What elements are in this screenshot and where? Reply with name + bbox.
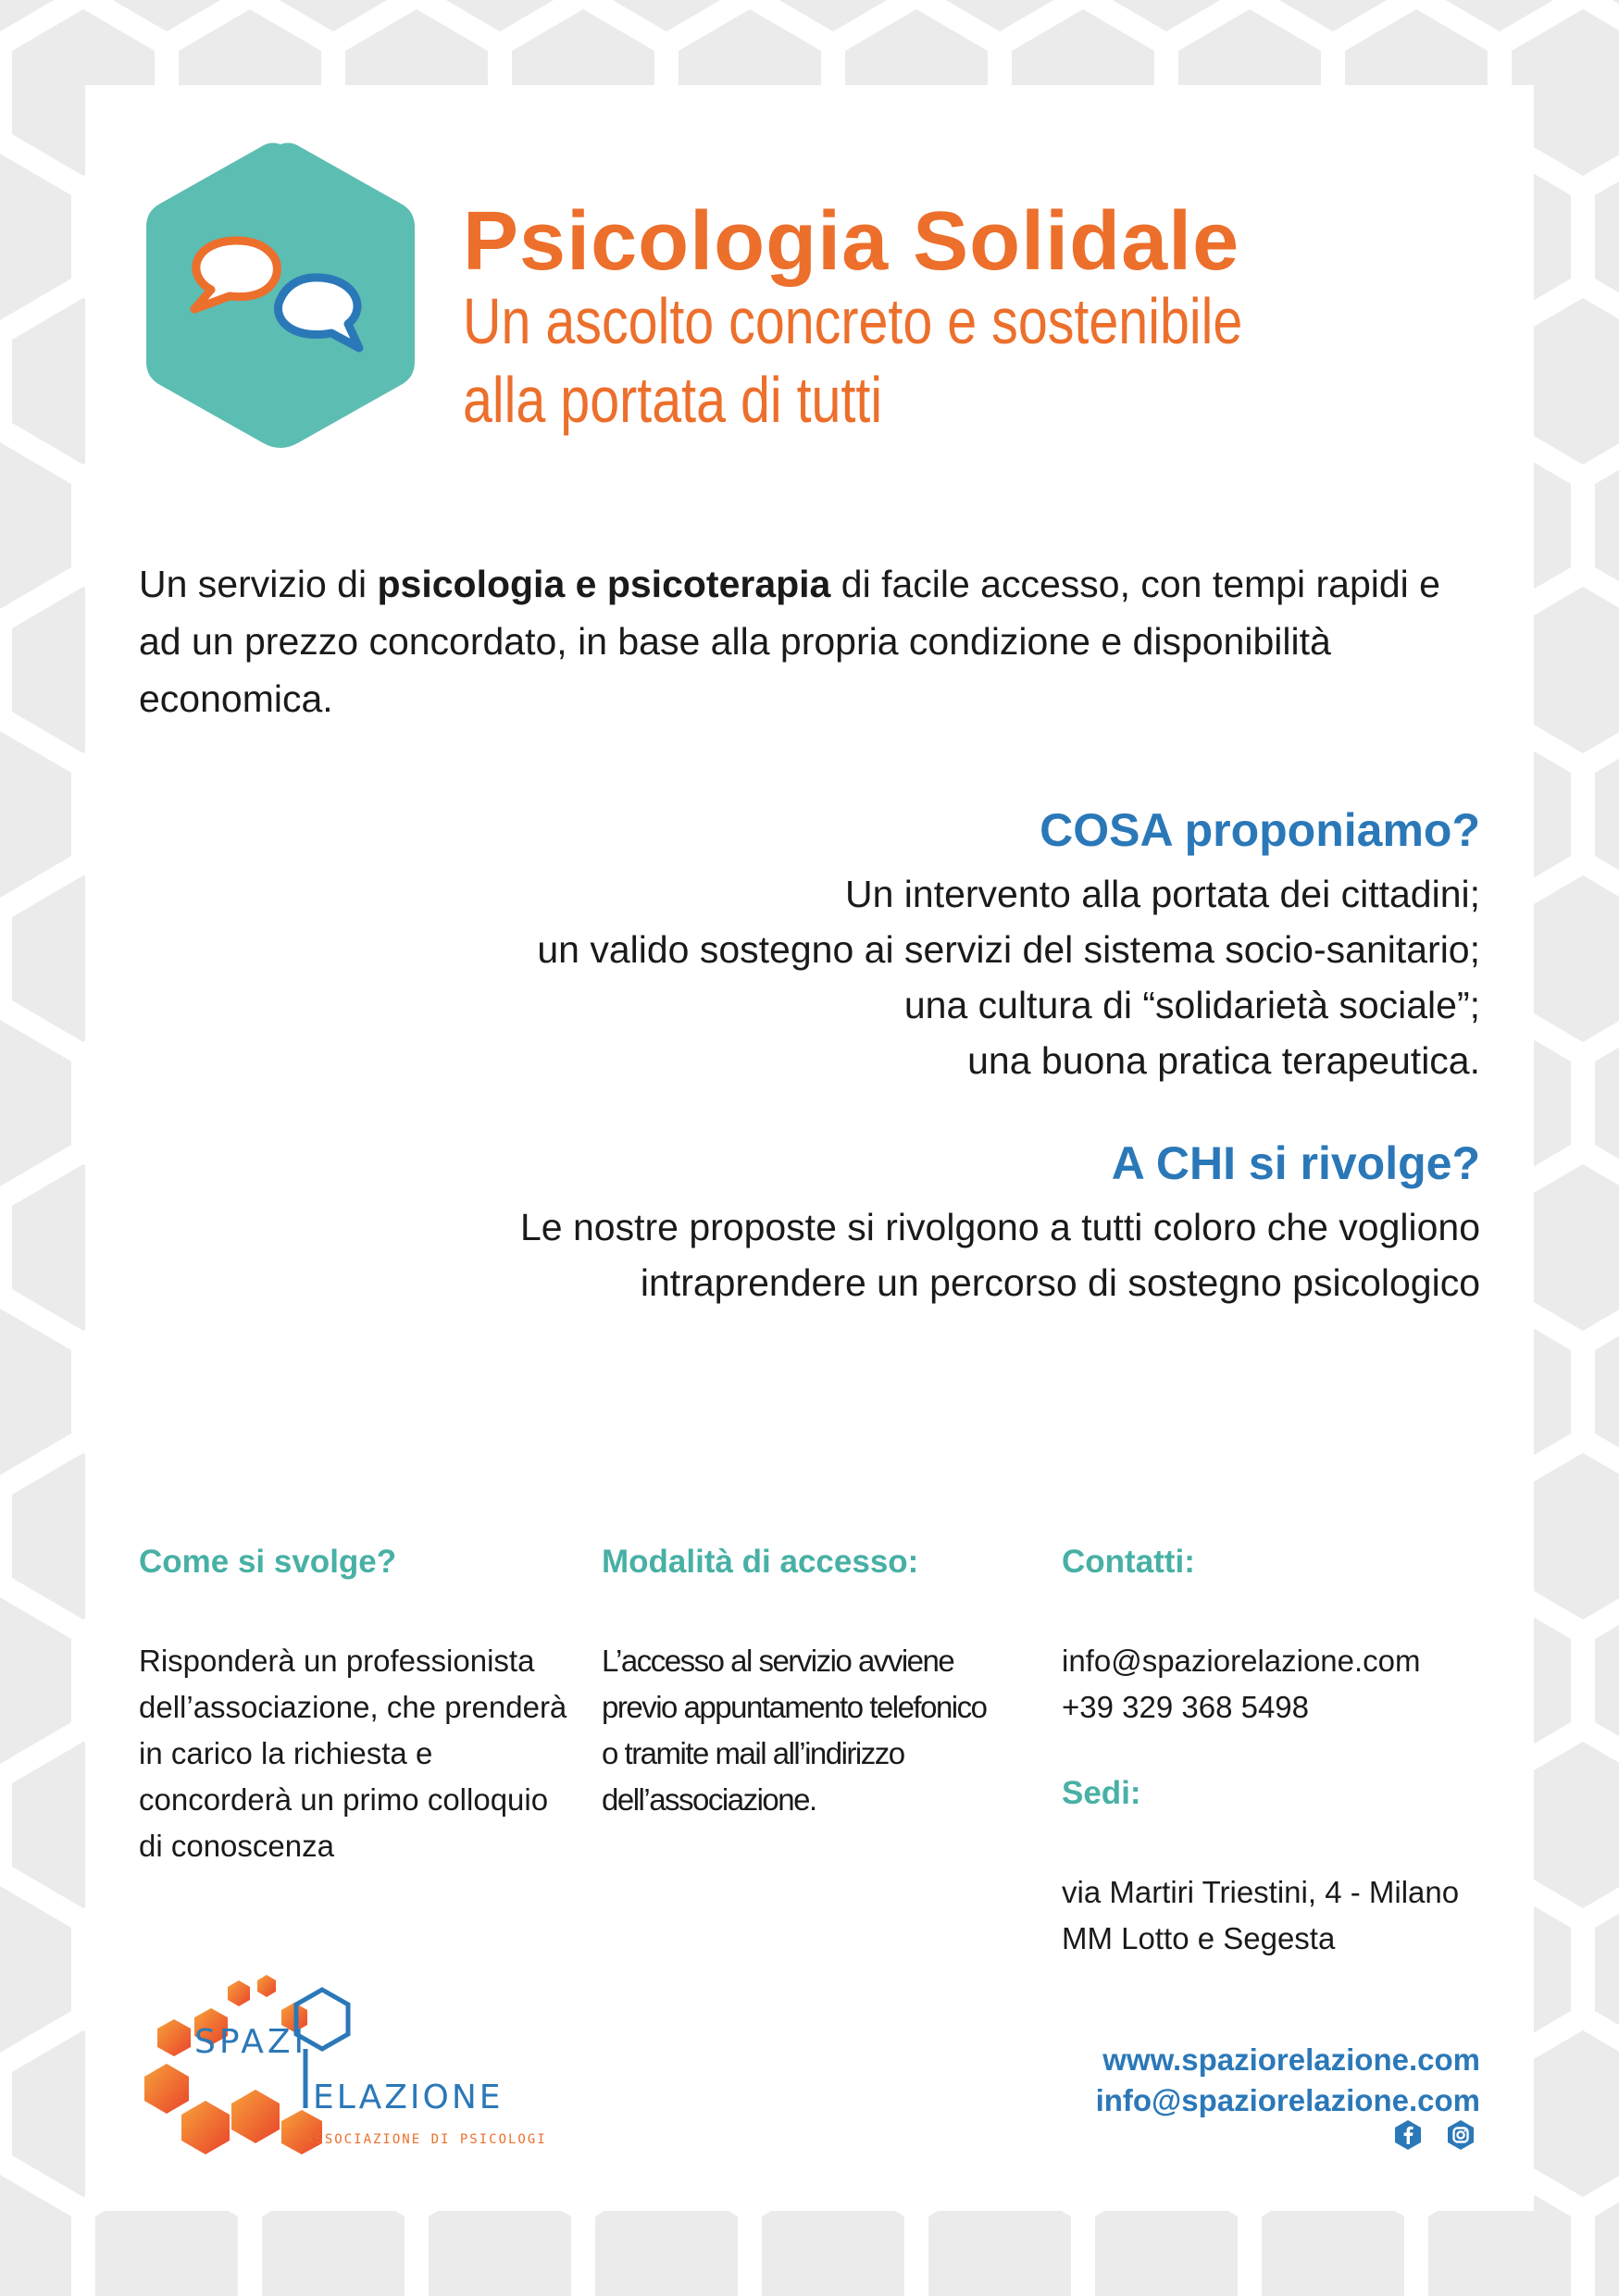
cosa-line-3: una cultura di “solidarietà sociale”; [903,984,1480,1026]
instagram-icon[interactable] [1444,2118,1477,2152]
intro-text-before: Un servizio di [139,563,378,605]
sedi-heading: Sedi: [1062,1775,1141,1811]
sedi-line-1: via Martiri Triestini, 4 - Milano [1062,1875,1460,1909]
cosa-section [537,803,1480,1088]
contatti-heading: Contatti: [1062,1544,1195,1580]
footer-links [1096,2040,1480,2121]
logo-hexagons [137,1971,563,2156]
cosa-heading: COSA proponiamo? [1040,804,1480,856]
speech-bubbles-hexagon-icon [137,137,424,452]
facebook-icon[interactable] [1391,2118,1425,2152]
modalita-line-3: o tramite mail all’indirizzo [602,1736,904,1770]
come-heading: Come si svolge? [139,1544,397,1580]
logo-tagline: ASSOCIAZIONE DI PSICOLOGI [305,2132,547,2147]
sedi-line-2: MM Lotto e Segesta [1062,1921,1336,1955]
modalita-heading: Modalità di accesso: [602,1544,919,1580]
contatti-email[interactable]: info@spaziorelazione.com [1062,1644,1421,1678]
logo-word-spazi: SPAZI [194,2023,308,2061]
achi-heading: A CHI si rivolge? [1111,1137,1480,1189]
cosa-line-4: una buona pratica terapeutica. [967,1039,1480,1082]
come-line-2: dell’associazione, che prenderà [139,1690,567,1724]
intro-text-bold: psicologia e psicoterapia [377,563,831,605]
come-line-5: di conoscenza [139,1829,334,1863]
modalita-line-4: dell’associazione. [602,1782,816,1817]
intro-paragraph [139,555,1490,727]
logo-word-relazione: ELAZIONE [313,2079,504,2116]
footer-email-link[interactable]: info@spaziorelazione.com [1095,2083,1480,2117]
modalita-text [602,1638,987,1823]
come-line-4: concorderà un primo colloquio [139,1782,549,1817]
come-text [139,1638,567,1869]
contatti-text [1062,1638,1421,1731]
modalita-line-2: previo appuntamento telefonico [602,1690,987,1724]
contatti-phone[interactable]: +39 329 368 5498 [1062,1690,1310,1724]
come-line-3: in carico la richiesta e [139,1736,433,1770]
achi-line-1: Le nostre proposte si rivolgono a tutti coloro che vogliono [519,1206,1480,1248]
subtitle-line-2: alla portata di tutti [463,364,883,436]
subtitle-line-1: Un ascolto concreto e sostenibile [463,285,1243,357]
cosa-line-2: un valido sostegno ai servizi del sistema socio-sanitario; [537,928,1480,971]
achi-line-2: intraprendere un percorso di sostegno psicologico [640,1261,1480,1304]
achi-section [520,1136,1480,1310]
cosa-line-1: Un intervento alla portata dei cittadini; [844,873,1480,915]
sedi-text [1062,1869,1459,1962]
spaziorelazione-logo [137,1971,563,2156]
intro-text-after: di facile accesso, con tempi rapidi e ad un prezzo concordato, in base alla propria condizione e disponibilità economica. [139,563,1440,720]
come-line-1: Risponderà un professionista [139,1644,535,1678]
modalita-line-1: L’accesso al servizio avviene [602,1644,954,1678]
footer-website-link[interactable]: www.spaziorelazione.com [1102,2042,1480,2077]
page-title: Psicologia Solidale [463,195,1240,288]
